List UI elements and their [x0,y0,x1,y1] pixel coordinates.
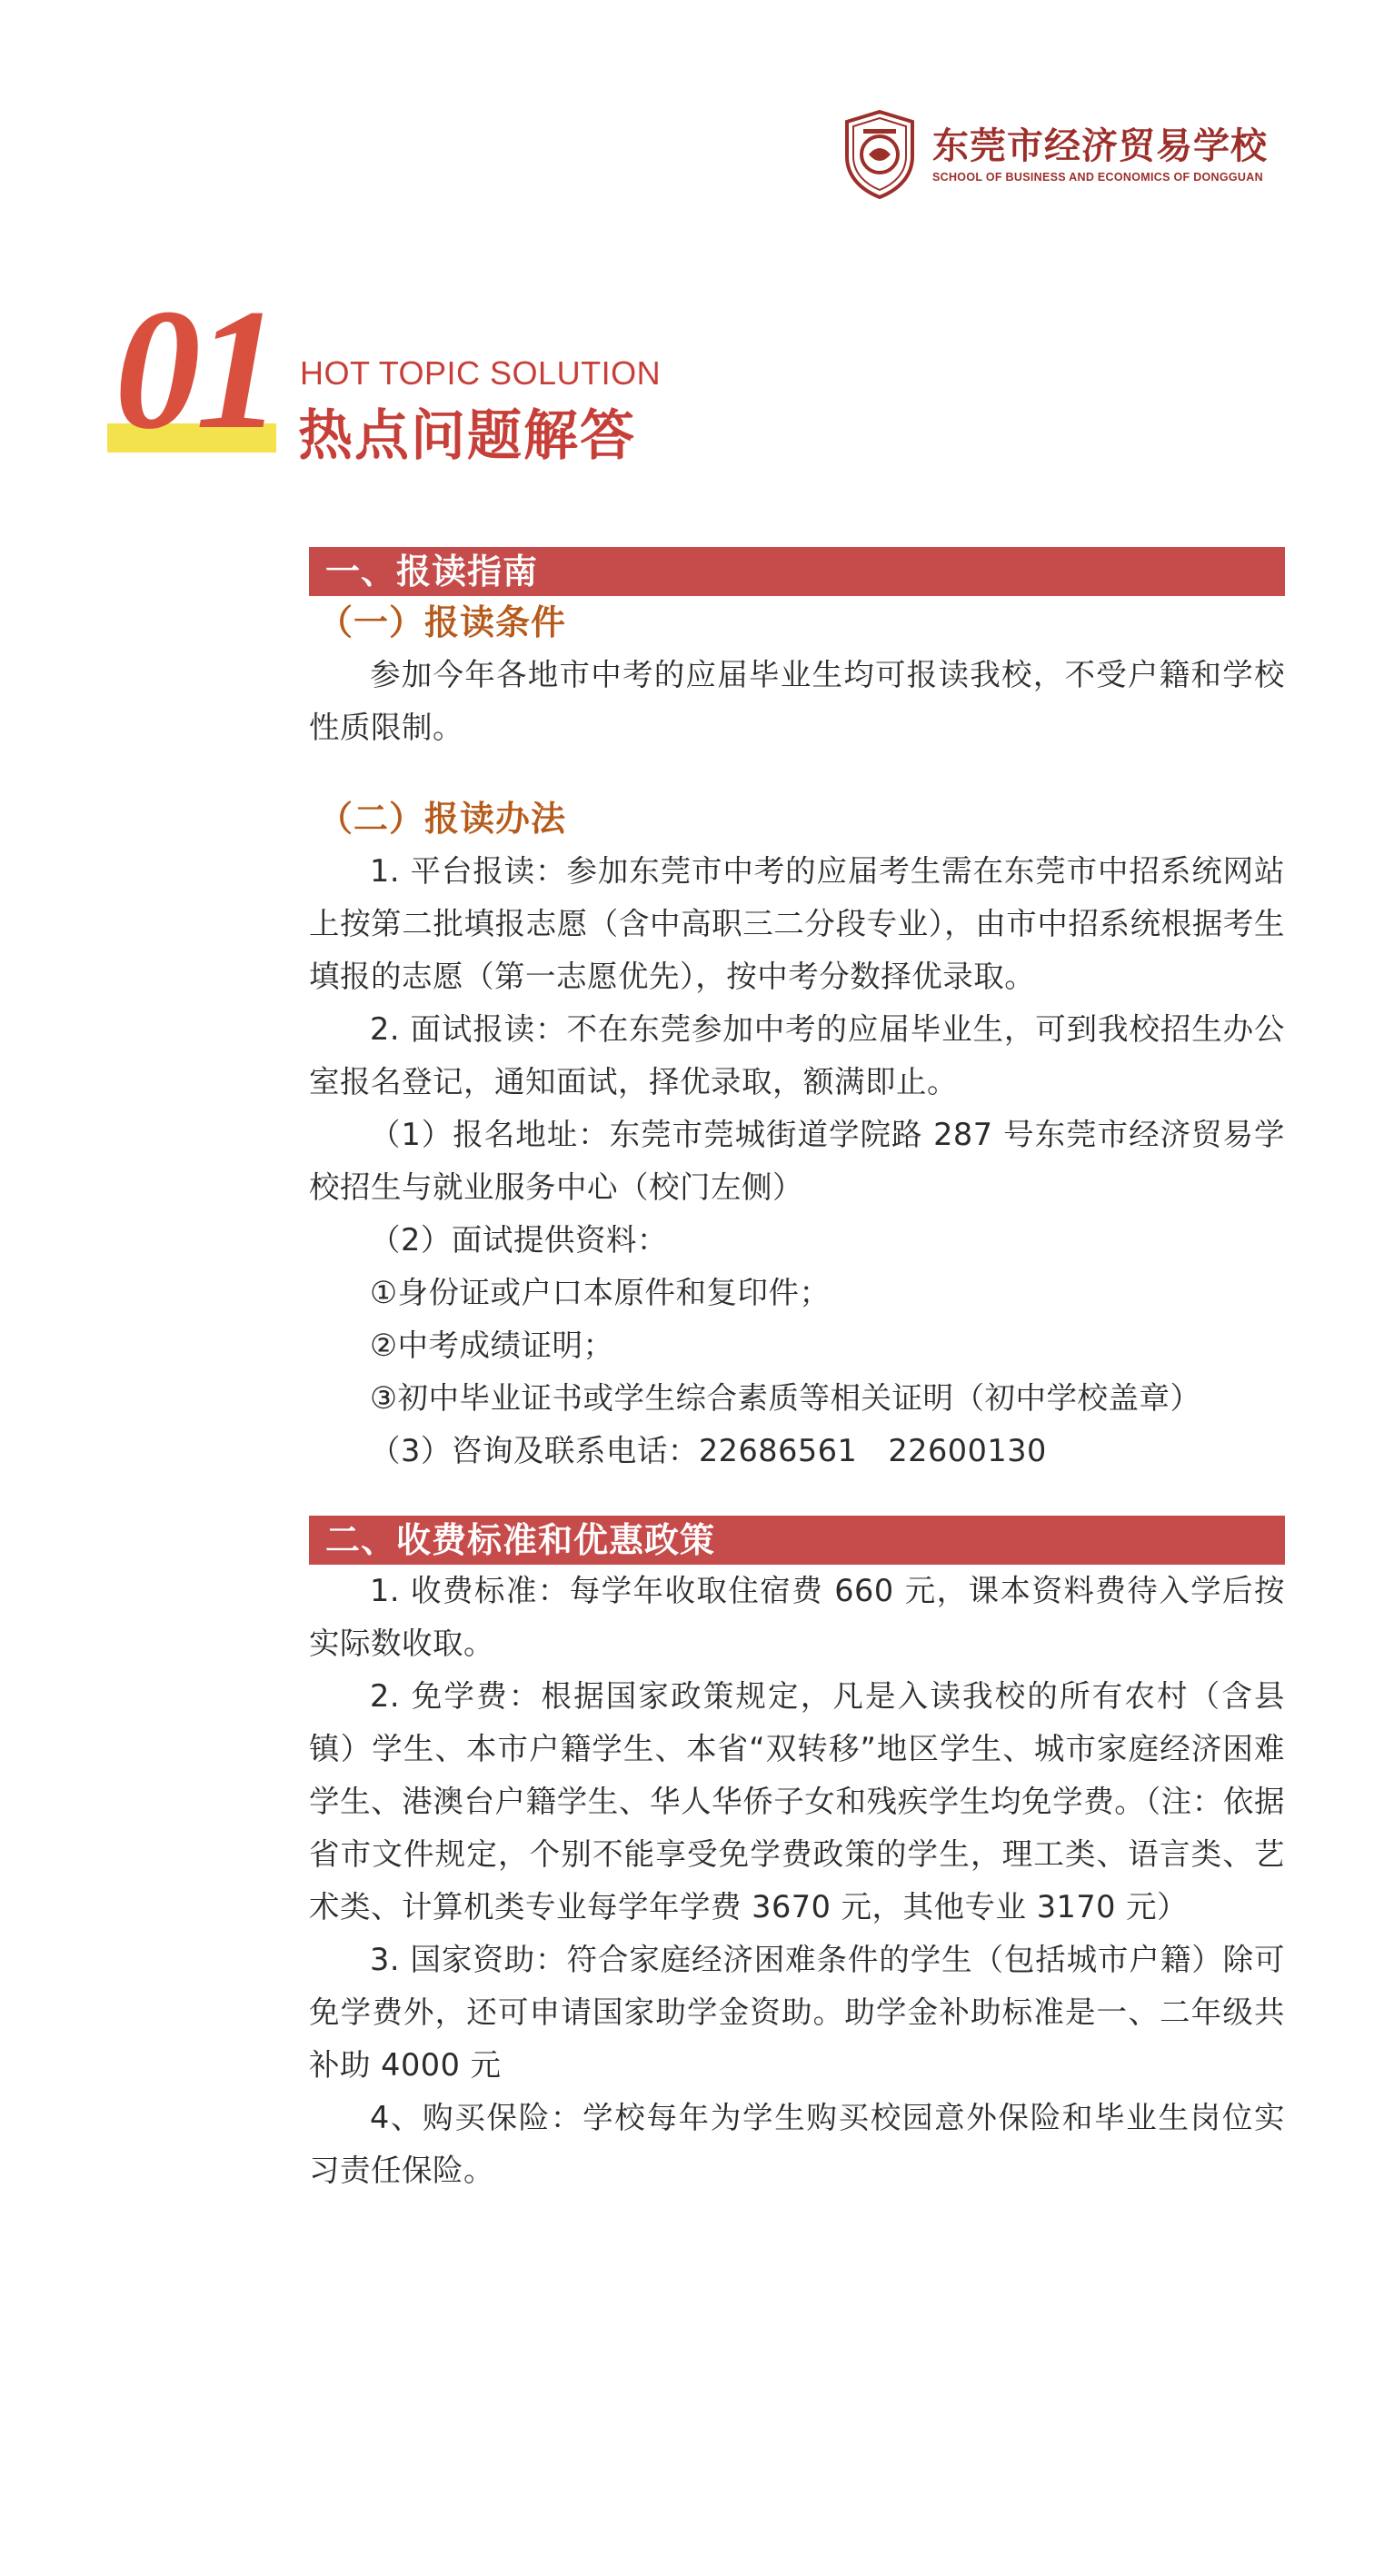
section-heading-guide: 一、报读指南 [309,547,1285,596]
title-english: HOT TOPIC SOLUTION [300,354,662,392]
tuition-waiver-text: 2. 免学费：根据国家政策规定，凡是入读我校的所有农村（含县镇）学生、本市户籍学生、本省“双转移”地区学生、城市家庭经济困难学生、港澳台户籍学生、华人华侨子女和残疾学生均免学费。（注：依据省市文件规定，个别不能享受免学费政策的学生，理工类、语言类、艺术类、计算机类专业每学年学费 3670 元，其他专业 3170 元） [309,1678,1285,1925]
subheading-methods: （二）报读办法 [318,799,567,839]
material-item-3: ③初中毕业证书或学生综合素质等相关证明（初中学校盖章） [370,1380,1201,1416]
interview-materials-text: （2）面试提供资料： [370,1222,668,1258]
material-item-2: ②中考成绩证明； [370,1328,614,1363]
contact-phone-text: （3）咨询及联系电话：22686561 22600130 [370,1433,1047,1468]
school-name: 东莞市经济贸易学校 [932,125,1268,167]
national-aid-text: 3. 国家资助：符合家庭经济困难条件的学生（包括城市户籍）除可免学费外，还可申请国家助学金资助。助学金补助标准是一、二年级共补助 4000 元 [309,1942,1285,2083]
title-chinese: 热点问题解答 [298,404,636,468]
section-number: 01 [115,274,276,465]
main-content [309,547,1285,2197]
subheading-conditions: （一）报读条件 [318,602,567,642]
material-item-1: ①身份证或户口本原件和复印件； [370,1275,831,1310]
fee-standard-text: 1. 收费标准：每学年收取住宿费 660 元，课本资料费待入学后按实际数收取。 [309,1573,1285,1661]
school-logo [843,107,1268,202]
school-emblem-icon [843,109,916,200]
registration-address-text: （1）报名地址：东莞市莞城街道学院路 287 号东莞市经济贸易学校招生与就业服务中心（校门左侧） [309,1117,1285,1205]
section-title-block [107,274,743,468]
section-heading-fees: 二、收费标准和优惠政策 [309,1516,1285,1565]
conditions-text: 参加今年各地市中考的应届毕业生均可报读我校，不受户籍和学校性质限制。 [309,657,1285,745]
method-interview-text: 2. 面试报读：不在东莞参加中考的应届毕业生，可到我校招生办公室报名登记，通知面试，择优录取，额满即止。 [309,1011,1285,1099]
school-name-en: SCHOOL OF BUSINESS AND ECONOMICS OF DONGGUAN [932,171,1263,184]
insurance-text: 4、购买保险：学校每年为学生购买校园意外保险和毕业生岗位实习责任保险。 [309,2100,1285,2188]
method-platform-text: 1. 平台报读：参加东莞市中考的应届考生需在东莞市中招系统网站上按第二批填报志愿（含中高职三二分段专业），由市中招系统根据考生填报的志愿（第一志愿优先），按中考分数择优录取。 [309,853,1285,994]
